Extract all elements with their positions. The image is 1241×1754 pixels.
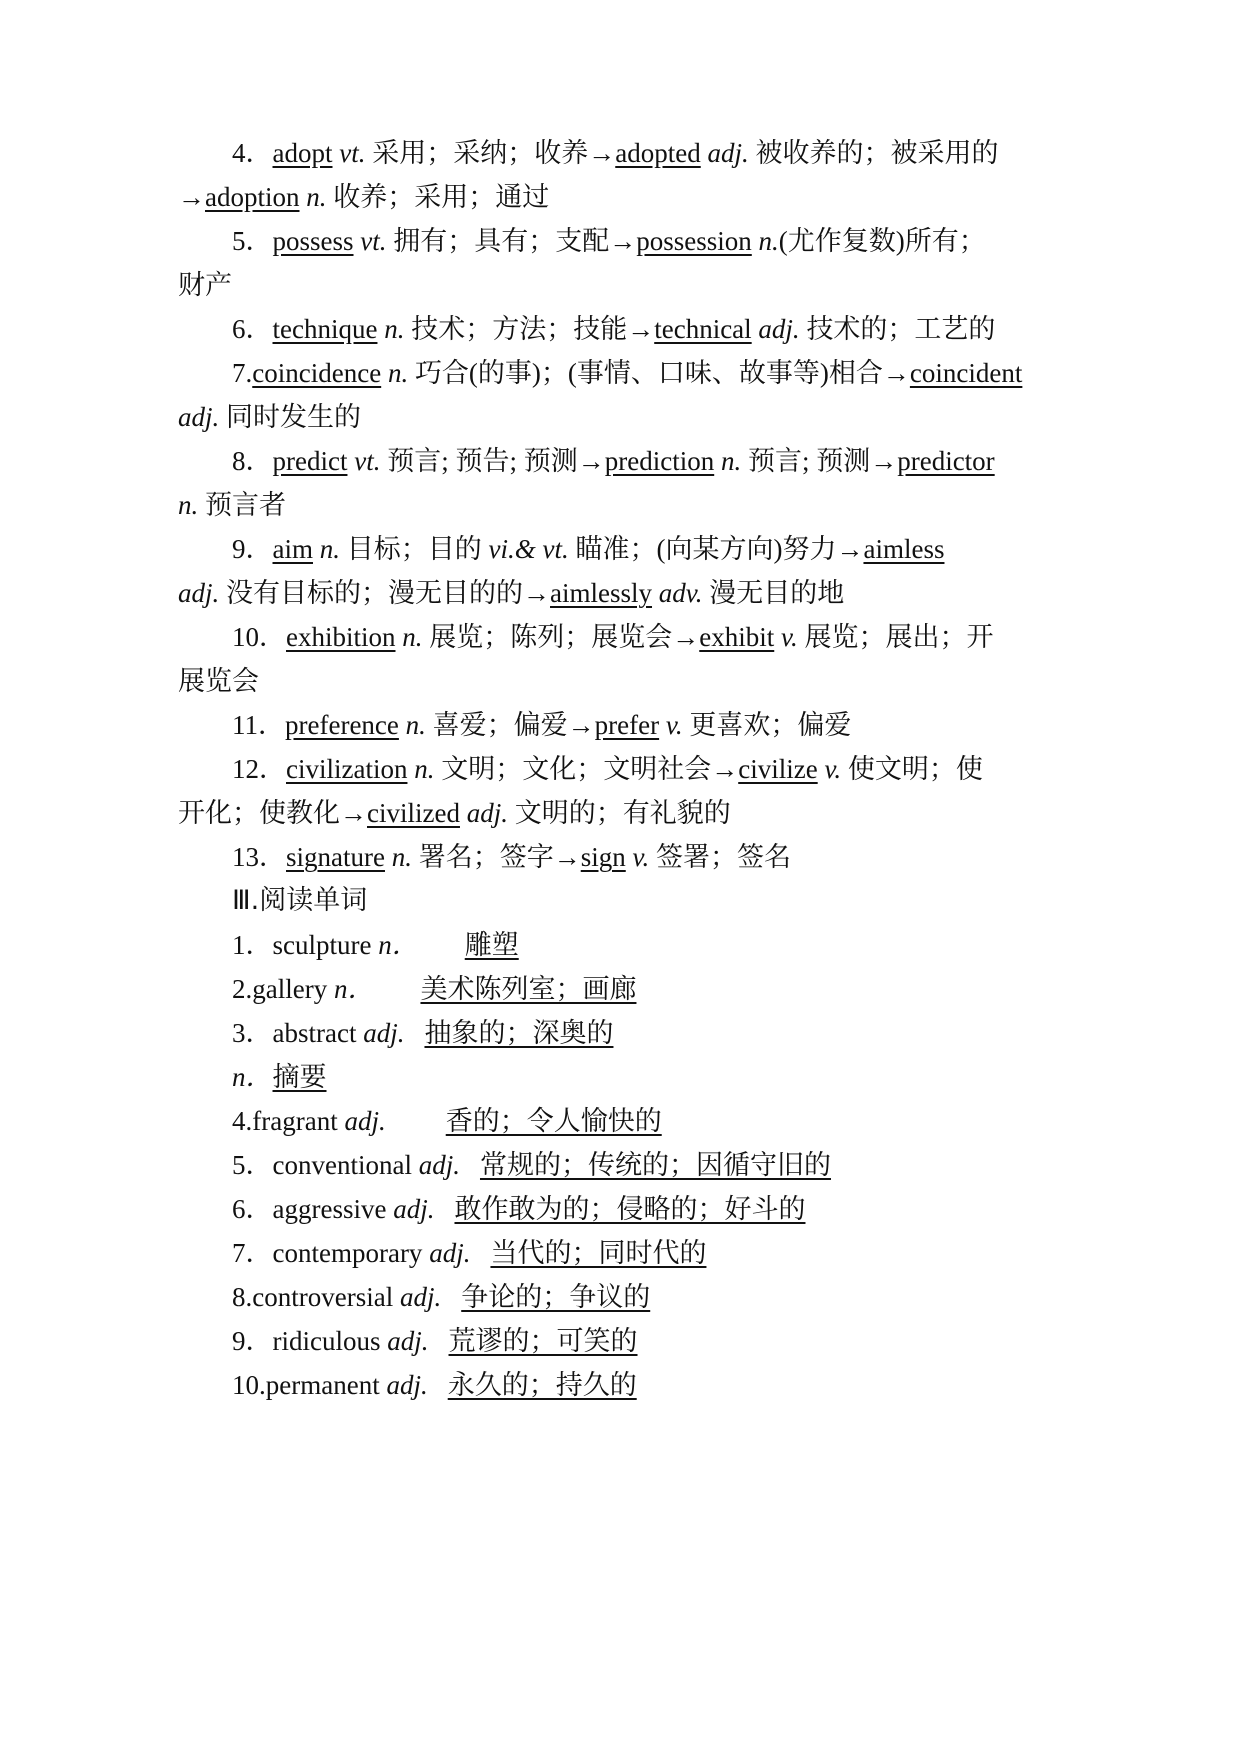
- derived-word: aimless: [863, 534, 945, 564]
- answer: 永久的；持久的: [447, 1370, 637, 1400]
- headword: preference: [285, 710, 399, 740]
- derived-word: civilized: [367, 798, 460, 828]
- entry-11-line-1: 11．preference n. 喜爱；偏爱→prefer v. 更喜欢；偏爱: [232, 710, 852, 740]
- section-title: Ⅲ.阅读单词: [232, 885, 368, 916]
- meaning: 采用；采纳；收养→: [372, 138, 616, 168]
- derived-word: technical: [654, 314, 752, 344]
- derived-word: prediction: [604, 446, 715, 476]
- headword: exhibition: [286, 622, 396, 652]
- entry-7-line-1: 7.coincidence n. 巧合(的事)；(事情、口味、故事等)相合→coincident: [232, 358, 1023, 388]
- reading-item-2: 2.gallery n． 美术陈列室；画廊: [232, 974, 637, 1004]
- derived-word: aimlessly: [550, 578, 653, 608]
- reading-item-8: 8.controversial adj. 争论的；争议的: [232, 1282, 651, 1312]
- answer: 当代的；同时代的: [490, 1238, 707, 1268]
- reading-item-4: 4.fragrant adj. 香的；令人愉快的: [232, 1106, 662, 1136]
- part-of-speech: vt.: [339, 138, 366, 168]
- entry-4-line-2: →adoption n. 收养；采用；通过: [178, 182, 550, 212]
- derived-meaning: 被收养的；被采用的: [755, 138, 999, 168]
- entry-9-line-2: adj. 没有目标的；漫无目的的→aimlessly adv. 漫无目的地: [178, 578, 845, 608]
- headword: technique: [272, 314, 378, 344]
- derived-word: coincident: [909, 358, 1023, 388]
- headword: aim: [272, 534, 313, 564]
- reading-item-3: 3．abstract adj. 抽象的；深奥的: [232, 1018, 614, 1048]
- derived-word: possession: [636, 226, 752, 256]
- reading-item-3-noun: n．摘要: [232, 1062, 327, 1092]
- reading-item-7: 7．contemporary adj. 当代的；同时代的: [232, 1238, 707, 1268]
- answer: 雕塑: [464, 930, 519, 960]
- answer: 香的；令人愉快的: [445, 1106, 662, 1136]
- headword: signature: [286, 842, 385, 872]
- derived-word: sign: [580, 842, 626, 872]
- entry-8-line-2: n. 预言者: [178, 490, 286, 520]
- entry-7-line-2: adj. 同时发生的: [178, 402, 362, 432]
- entry-6-line-1: 6．technique n. 技术；方法；技能→technical adj. 技术的；工艺的: [232, 314, 996, 344]
- derived-word: predictor: [897, 446, 995, 476]
- entry-10-line-1: 10．exhibition n. 展览；陈列；展览会→exhibit v. 展览；展出；开: [232, 622, 994, 652]
- answer: 抽象的；深奥的: [424, 1018, 614, 1048]
- answer: 荒谬的；可笑的: [448, 1326, 638, 1356]
- reading-item-9: 9．ridiculous adj. 荒谬的；可笑的: [232, 1326, 638, 1356]
- entry-4-line-1: 4．adopt vt. 采用；采纳；收养→adopted adj. 被收养的；被采用的: [232, 138, 999, 168]
- entry-9-line-1: 9．aim n. 目标；目的 vi.& vt. 瞄准；(向某方向)努力→aimless: [232, 534, 945, 564]
- reading-item-10: 10.permanent adj. 永久的；持久的: [232, 1370, 637, 1400]
- derived-word: adoption: [205, 182, 300, 212]
- headword: coincidence: [252, 358, 382, 388]
- entry-10-line-2: 展览会: [178, 666, 259, 696]
- entry-12-line-1: 12．civilization n. 文明；文化；文明社会→civilize v. 使文明；使: [232, 754, 983, 784]
- derived-word: civilize: [738, 754, 818, 784]
- derived-word: exhibit: [699, 622, 775, 652]
- entry-5-line-2: 财产: [178, 270, 232, 300]
- entry-12-line-2: 开化；使教化→civilized adj. 文明的；有礼貌的: [178, 798, 731, 828]
- reading-item-5: 5．conventional adj. 常规的；传统的；因循守旧的: [232, 1150, 831, 1180]
- reading-item-1: 1．sculpture n． 雕塑: [232, 930, 519, 960]
- headword: civilization: [286, 754, 408, 784]
- answer: 摘要: [272, 1062, 327, 1092]
- derived-word: adopted: [615, 138, 701, 168]
- entry-8-line-1: 8．predict vt. 预言; 预告; 预测→prediction n. 预言; 预测→predictor: [232, 446, 995, 476]
- answer: 争论的；争议的: [461, 1282, 651, 1312]
- answer: 敢作敢为的；侵略的；好斗的: [454, 1194, 806, 1224]
- headword: adopt: [272, 138, 333, 168]
- derived-word: prefer: [594, 710, 660, 740]
- entry-5-line-1: 5．possess vt. 拥有；具有；支配→possession n.(尤作复数)所有；: [232, 226, 986, 256]
- reading-item-6: 6．aggressive adj. 敢作敢为的；侵略的；好斗的: [232, 1194, 806, 1224]
- headword: possess: [272, 226, 354, 256]
- entry-13-line-1: 13．signature n. 署名；签字→sign v. 签署；签名: [232, 842, 791, 872]
- answer: 美术陈列室；画廊: [420, 974, 637, 1004]
- headword: predict: [272, 446, 348, 476]
- answer: 常规的；传统的；因循守旧的: [479, 1150, 831, 1180]
